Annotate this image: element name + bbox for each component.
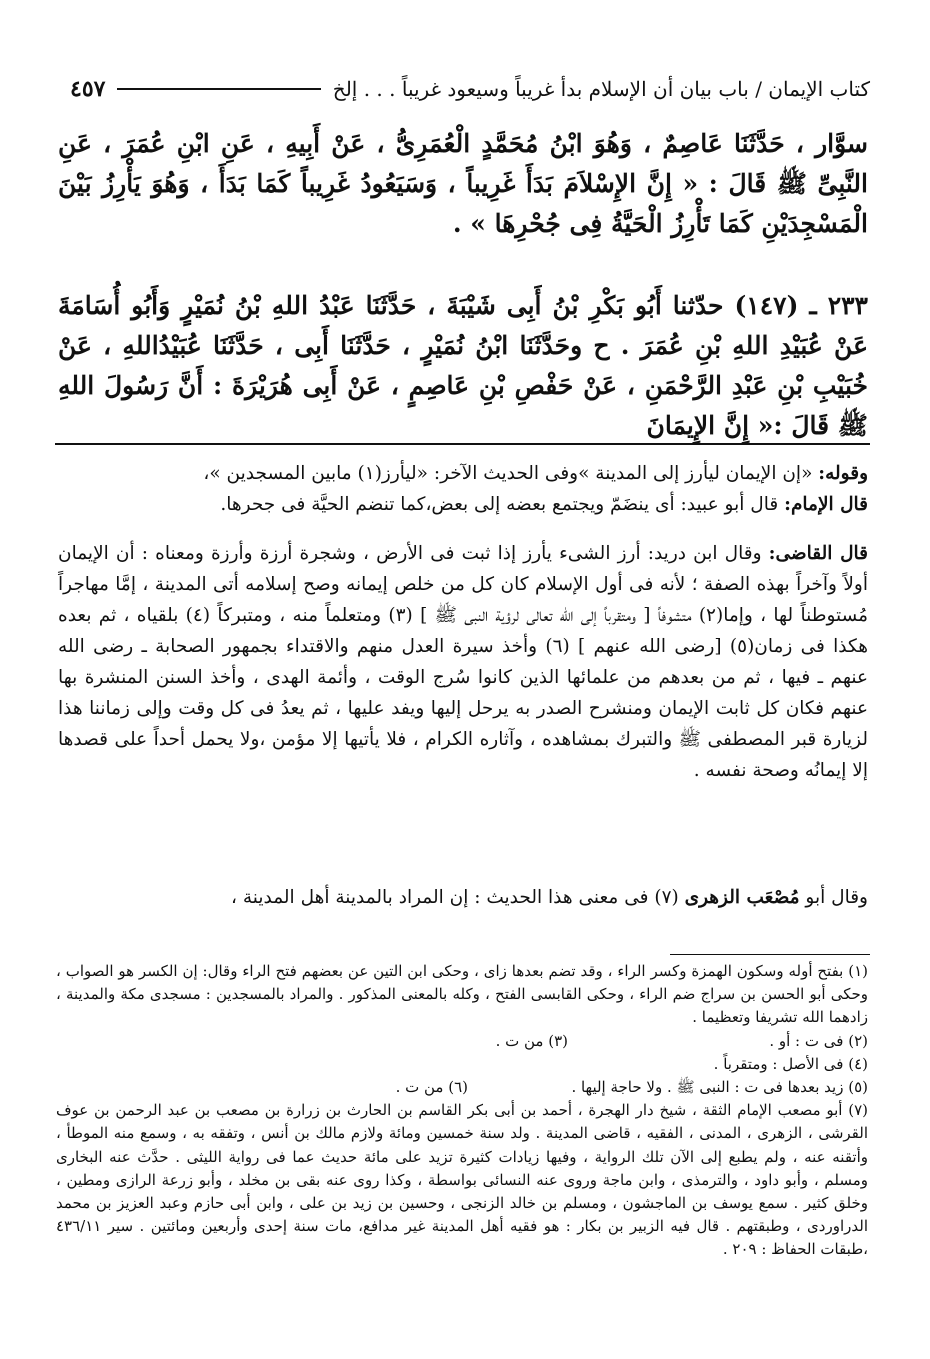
commentary-paragraph	[58, 489, 868, 520]
commentary-text: «إن الإيمان ليأرز إلى المدينة »وفى الحديث الآخر: «ليأرز(١) مابين المسجدين »،	[203, 463, 813, 484]
footnote-row	[56, 1053, 868, 1076]
commentary-intro	[58, 458, 868, 520]
footnote-3: (٣) من ت .	[495, 1031, 568, 1050]
commentary-paragraph	[58, 458, 868, 489]
footnote-row	[56, 1030, 868, 1053]
hadith-paragraph: ٢٣٣ ـ (١٤٧) حدّثنا أَبُو بَكْرِ بْنُ أَبِى شَيْبَةَ ، حَدَّثَنَا عَبْدُ اللهِ بْنُ نُمَيْرٍ وَأَبُو أُسَامَةَ عَنْ عُبَيْدِ اللهِ بْنِ عُمَرَ . ح وحَدَّثَنَا ابْنُ نُمَيْرٍ ، حَدَّثَنَا أَبِى ، حَدَّثَنَا عُبَيْدُاللهِ ، عَنْ خُبَيْبِ بْنِ عَبْدِ الرَّحْمَنِ ، عَنْ حَفْصِ بْنِ عَاصِمٍ ، عَنْ أَبِى هُرَيْرَةَ : أَنَّ رَسُولَ اللهِ ﷺ قَالَ :« إِنَّ الإِيمَانَ	[58, 291, 868, 440]
footnote-rule	[670, 954, 870, 955]
footnote-2: (٢) فى ت : أو .	[769, 1031, 868, 1050]
header-rule	[117, 88, 320, 90]
commentary-qadi	[58, 538, 868, 786]
running-header	[70, 72, 870, 106]
commentary-label: مُصْعَب الزهرى	[684, 887, 800, 908]
commentary-text: (٧) فى معنى هذا الحديث : إن المراد بالمدينة أهل المدينة ،	[231, 887, 685, 908]
footnote-row	[56, 1076, 868, 1099]
footnote-1: (١) بفتح أوله وسكون الهمزة وكسر الراء ، وقد تضم بعدها زاى ، وحكى ابن التين عن بعضهم فتح الراء وقال: إن الكسر هو الصواب ، وحكى أبو الحسن بن سراج ضم الراء ، وحكى القابسى الفتح ، وكله بالمعنى المذكور . والمراد بالمسجدين : مسجدى مكة والمدينة ، زادهما الله تشريفا وتعظيما .	[56, 962, 868, 1027]
commentary-label: قال القاضى:	[768, 543, 869, 564]
footnote-5: (٥) زيد بعدها فى ت : النبى ﷺ . ولا حاجة إليها .	[571, 1078, 868, 1097]
commentary-label: قال الإمام:	[784, 494, 868, 515]
commentary-paragraph	[58, 538, 868, 786]
header-title: كتاب الإيمان / باب بيان أن الإسلام بدأ غريباً وسيعود غريباً . . . إلخ	[332, 77, 870, 101]
commentary-label: وقوله:	[818, 463, 868, 484]
commentary-text: وقال ابن دريد: أرز الشىء يأرز إذا ثبت فى الأرض ، وشجرة أرزة وأرزة ومعناه : أن الإيمان أولاً وآخراً بهذه الصفة ؛ لأنه فى أول الإسلام كان كل من خلص إيمانه وصح إسلامه أتى المدينة ، إمَّا مهاجراً مُستوطناً لها ، وإما(٢) متشوفاً [ ومتقرباً إلى الله تعالى لرؤية النبى ﷺ ] (٣) ومتعلماً منه ، ومتبركاً (٤) بلقياه ، ثم بعده هكذا فى زمان(٥) [رضى الله عنهم ] (٦) وأخذ سيرة العدل منهم والاقتداء بجمهور الصحابة ـ رضى الله عنهم ـ فيها ، ثم من بعدهم من علمائها الذين كانوا سُرج الوقت ، وأئمة الهدى ، وأخذ السنن المنشرة بها عنهم فكان كل ثابت الإيمان ومنشرح الصدر به يرحل إليها ويفد عليها ، ثم يعدُ فى كل وقت وإلى زماننا هذا لزيارة قبر المصطفى ﷺ والتبرك بمشاهده ، وآثاره الكرام ، فلا يأتيها إلا مؤمن ،ولا يحمل أحداً على قصدها إلا إيمانُه وصحة نفسه .	[58, 543, 868, 781]
section-divider	[55, 443, 870, 445]
hadith-text-1	[58, 124, 868, 244]
footnote-7: (٧) أبو مصعب الإمام الثقة ، شيخ دار الهجرة ، أحمد بن أبى بكر القاسم بن الحارث بن زرارة بن مصعب بن عبد الرحمن بن عوف القرشى ، الزهرى ، المدنى ، الفقيه ، قاضى المدينة . ولد سنة خمسين ومائة ولازم مالك بن أنس ، وتفقه به ، وسمع منه الموطأ ، وأتقنه عنه ، ولم يطبع إلى الآن تلك الرواية ، وفيها زيادات كثيرة تزيد على مائة حديث عما فى رواية الليثى . حدَّث عنه البخارى ومسلم ، وأبو داود ، والترمذى ، وابن ماجة وروى عنه النسائى بواسطة ، وكذا روى عنه بقى بن مخلد ، وأبو زرعة الرازى ومطين ، وخلق كثير . سمع يوسف بن الماجشون ، ومسلم بن خالد الزنجى ، وحسين بن زيد بن على ، وابن أبى حازم وعبد العزيز بن محمد الدراوردى ، وطبقتهم . قال فيه الزبير بن بكار : هو فقيه أهل المدينة غير مدافع، مات سنة إحدى وأربعين ومائتين . سير ٤٣٦/١١ ،طبقات الحفاظ : ٢٠٩ .	[56, 1101, 868, 1259]
footnote-4: (٤) فى الأصل : ومتقرباً .	[713, 1054, 868, 1073]
commentary-text: وقال أبو	[799, 887, 868, 908]
footnotes	[56, 960, 868, 1262]
hadith-paragraph: سوَّار ، حَدَّثَنَا عَاصِمٌ ، وَهُوَ ابْنُ مُحَمَّدٍ الْعُمَرِىُّ ، عَنْ أَبِيهِ ، عَنِ ابْنِ عُمَرَ ، عَنِ النَّبِىِّ ﷺ قَالَ : « إِنَّ الإِسْلاَمَ بَدَأَ غَرِيباً ، وَسَيَعُودُ غَرِيباً كَمَا بَدَأَ ، وَهُوَ يَأْرِزُ بَيْنَ الْمَسْجِدَيْنِ كَمَا تَأْرِزُ الْحَيَّةُ فِى جُحْرِهَا » .	[58, 129, 868, 238]
hadith-text-2	[58, 286, 868, 446]
commentary-text: قال أبو عبيد: أى ينضَمّ ويجتمع بعضه إلى بعض،كما تنضم الحيَّة فى جحرها.	[220, 494, 779, 515]
commentary-zuhri	[58, 882, 868, 913]
commentary-paragraph	[58, 882, 868, 913]
footnote-6: (٦) من ت .	[395, 1078, 468, 1097]
page-number: ٤٥٧	[70, 76, 106, 102]
